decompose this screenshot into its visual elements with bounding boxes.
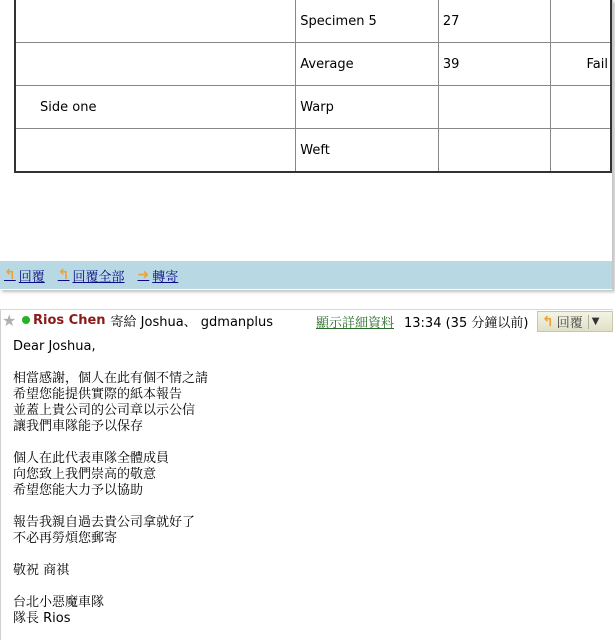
body-line: 個人在此代表車隊全體成員 (13, 451, 170, 466)
table-row (15, 43, 611, 86)
table-cell (15, 43, 296, 86)
forward-label: 轉寄 (152, 269, 179, 285)
sender-name[interactable]: Rios Chen (33, 312, 106, 328)
table-cell (438, 129, 550, 173)
table-cell: Weft (296, 129, 439, 173)
reply-link[interactable] (4, 266, 45, 285)
table-cell (551, 129, 611, 173)
table-cell: Average (296, 43, 439, 86)
body-line: Dear Joshua, (13, 339, 96, 354)
table-row (15, 129, 611, 173)
table-cell: Fail (551, 43, 611, 86)
email-message (0, 309, 613, 640)
forward-arrow-icon: ➜ (137, 267, 150, 283)
chevron-down-icon[interactable]: ▼ (591, 316, 600, 327)
recipients: 寄給 Joshua、 gdmanplus (110, 314, 274, 330)
reply-arrow-icon: ↰ (542, 313, 554, 330)
reply-arrow-icon: ↰ (4, 267, 16, 283)
quoted-message-panel (0, 0, 613, 290)
show-details-link[interactable]: 顯示詳細資料 (316, 316, 395, 331)
body-line (13, 547, 208, 563)
reply-all-link[interactable] (58, 266, 125, 285)
table-cell: 27 (438, 0, 550, 43)
reply-all-arrow-icon: ↰ (57, 267, 70, 283)
body-line: 相當感謝，個人在此有個不情之請 (13, 371, 209, 386)
body-line: 希望您能提供實際的紙本報告 (13, 387, 183, 402)
table-cell (551, 86, 611, 129)
table-cell (15, 129, 296, 173)
message-body (13, 339, 208, 627)
reply-button[interactable] (537, 311, 613, 332)
table-row (15, 86, 611, 129)
online-status-icon (22, 316, 30, 324)
body-line: 並蓋上貴公司的公司章以示公信 (13, 403, 196, 418)
table-cell (15, 0, 296, 43)
star-icon[interactable]: ★ (2, 310, 17, 330)
table-cell: Specimen 5 (296, 0, 439, 43)
body-line: 不必再勞煩您郵寄 (13, 531, 118, 546)
table-cell: Side one (15, 86, 296, 129)
body-line: 讓我們車隊能予以保存 (13, 419, 144, 434)
table-cell: 39 (438, 43, 550, 86)
body-line: 報告我親自過去貴公司拿就好了 (13, 515, 196, 530)
reply-bar (0, 261, 612, 289)
divider (588, 315, 589, 329)
reply-label: 回覆 (18, 269, 45, 285)
body-line (13, 499, 208, 515)
table-cell (438, 86, 550, 129)
body-line: 隊長 Rios (13, 611, 71, 626)
body-line: 希望您能大力予以協助 (13, 483, 144, 498)
test-results-table (14, 0, 612, 173)
reply-all-label: 回覆全部 (72, 269, 125, 285)
table-cell (551, 0, 611, 43)
body-line: 向您致上我們崇高的敬意 (13, 467, 157, 482)
table-cell: Warp (296, 86, 439, 129)
message-timestamp: 13:34 (35 分鐘以前) (404, 316, 529, 331)
table-row (15, 0, 611, 43)
forward-link[interactable] (138, 266, 179, 285)
body-line: 敬祝 商祺 (13, 563, 70, 578)
body-line (13, 355, 208, 371)
reply-button-label: 回覆 (556, 316, 583, 331)
body-line (13, 435, 208, 451)
body-line: 台北小惡魔車隊 (13, 595, 105, 610)
body-line (13, 579, 208, 595)
